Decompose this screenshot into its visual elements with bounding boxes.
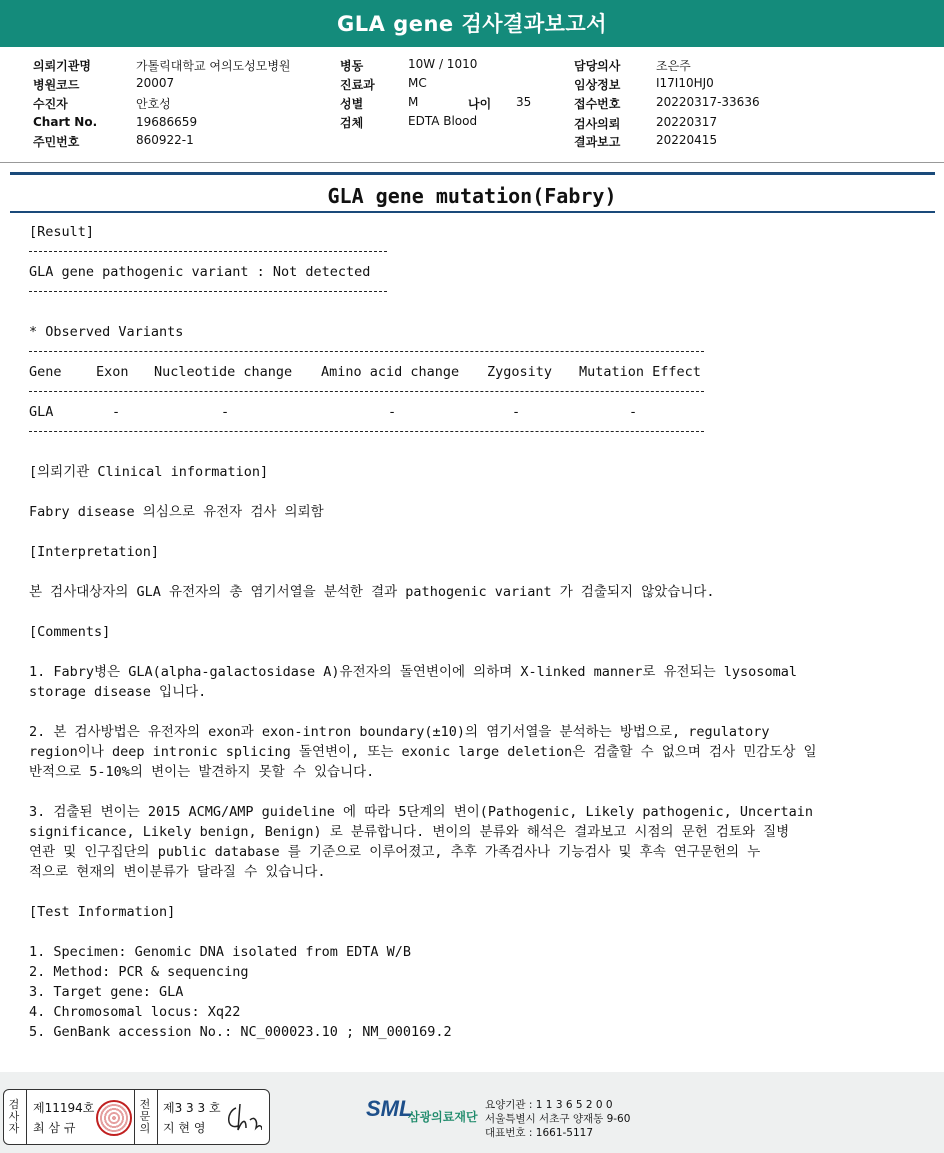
divider xyxy=(157,1090,158,1144)
report-banner xyxy=(0,0,944,47)
comment-line: 연관 및 인구집단의 public database 를 기준으로 이루어졌고, 추후 가족검사나 기능검사 및 후속 연구문헌의 누 xyxy=(29,844,761,860)
sml-logo: SML xyxy=(366,1096,413,1121)
value-patient: 안호성 xyxy=(136,97,171,111)
divider xyxy=(29,291,387,292)
test-info-item: 5. GenBank accession No.: NC_000023.10 ; NM_000169.2 xyxy=(29,1024,452,1040)
value-report-date: 20220415 xyxy=(656,133,718,147)
label-institution: 의뢰기관명 xyxy=(33,59,91,73)
test-info-item: 1. Specimen: Genomic DNA isolated from EDTA W/B xyxy=(29,944,412,960)
table-cell: GLA xyxy=(29,404,54,420)
column-header: Zygosity xyxy=(487,364,553,380)
value-department: MC xyxy=(408,76,427,90)
interpretation-text: 본 검사대상자의 GLA 유전자의 총 염기서열을 분석한 결과 pathogenic variant 가 검출되지 않았습니다. xyxy=(29,584,715,600)
label-request-date: 검사의뢰 xyxy=(574,117,621,131)
test-info-item: 2. Method: PCR & sequencing xyxy=(29,964,249,980)
examiner-label: 사 xyxy=(8,1110,20,1123)
specialist-label: 의 xyxy=(139,1122,151,1135)
value-institution: 가톨릭대학교 여의도성모병원 xyxy=(136,59,291,73)
column-header: Amino acid change xyxy=(321,364,460,380)
footer-info-line: 대표번호 : 1661-5117 xyxy=(485,1127,594,1139)
table-cell: - xyxy=(388,404,397,420)
value-ward: 10W / 1010 xyxy=(408,57,478,71)
value-age: 35 xyxy=(516,95,532,109)
comment-line: 반적으로 5-10%의 변이는 발견하지 못할 수 있습니다. xyxy=(29,764,375,780)
comment-line: region이나 deep intronic splicing 돌연변이, 또는 exonic large deletion은 검출할 수 없으며 검사 민감도상 일 xyxy=(29,744,817,760)
footer-info-line: 요양기관 : 1 1 3 6 5 2 0 0 xyxy=(485,1099,613,1111)
value-receipt-no: 20220317-33636 xyxy=(656,95,760,109)
label-age: 나이 xyxy=(468,97,492,111)
examiner-label: 자 xyxy=(8,1122,20,1135)
comment-line: 3. 검출된 변이는 2015 ACMG/AMP guideline 에 따라 5단계의 변이(Pathogenic, Likely pathogenic, Uncertain xyxy=(29,804,814,820)
test-info-item: 4. Chromosomal locus: Xq22 xyxy=(29,1004,241,1020)
section-rule-top xyxy=(10,172,935,175)
examiner-label: 검 xyxy=(8,1098,20,1111)
result-text: GLA gene pathogenic variant : Not detected xyxy=(29,264,371,280)
label-clinical-info: 임상정보 xyxy=(574,78,621,92)
column-header: Exon xyxy=(96,364,129,380)
section-rule-bottom xyxy=(10,211,935,213)
label-hospital-code: 병원코드 xyxy=(33,78,80,92)
label-receipt-no: 접수번호 xyxy=(574,97,621,111)
value-chart-no: 19686659 xyxy=(136,115,198,129)
examiner-name: 최 삼 규 xyxy=(33,1121,76,1135)
comments-heading: [Comments] xyxy=(29,624,111,640)
clinical-heading: [의뢰기관 Clinical information] xyxy=(29,464,269,480)
specialist-label: 문 xyxy=(139,1110,151,1123)
specialist-label: 전 xyxy=(139,1098,151,1111)
section-title: GLA gene mutation(Fabry) xyxy=(327,184,617,208)
test-info-heading: [Test Information] xyxy=(29,904,176,920)
label-ward: 병동 xyxy=(340,59,364,73)
comment-line: 적으로 현재의 변이분류가 달라질 수 있습니다. xyxy=(29,864,326,880)
divider xyxy=(29,391,704,392)
report-title: GLA gene 검사결과보고서 xyxy=(337,12,607,36)
label-report-date: 결과보고 xyxy=(574,135,621,149)
table-cell: - xyxy=(112,404,121,420)
label-patient: 수진자 xyxy=(33,97,68,111)
divider xyxy=(29,351,704,352)
examiner-license: 제11194호 xyxy=(33,1101,95,1115)
column-header: Gene xyxy=(29,364,62,380)
value-hospital-code: 20007 xyxy=(136,76,175,90)
org-name: 삼광의료재단 xyxy=(408,1110,478,1124)
seal-stamp-icon xyxy=(96,1100,132,1136)
label-resident-no: 주민번호 xyxy=(33,135,80,149)
divider xyxy=(134,1090,135,1144)
value-doctor: 조은주 xyxy=(656,59,691,73)
column-header: Nucleotide change xyxy=(154,364,293,380)
divider xyxy=(26,1090,27,1144)
comment-line: 2. 본 검사방법은 유전자의 exon과 exon-intron boundary(±10)의 염기서열을 분석하는 방법으로, regulatory xyxy=(29,724,770,740)
value-request-date: 20220317 xyxy=(656,115,718,129)
result-heading: [Result] xyxy=(29,224,95,240)
table-cell: - xyxy=(629,404,638,420)
clinical-text: Fabry disease 의심으로 유전자 검사 의뢰함 xyxy=(29,504,324,520)
variants-heading: * Observed Variants xyxy=(29,324,184,340)
divider xyxy=(29,251,387,252)
label-doctor: 담당의사 xyxy=(574,59,621,73)
table-cell: - xyxy=(221,404,230,420)
value-resident-no: 860922-1 xyxy=(136,133,194,147)
value-specimen: EDTA Blood xyxy=(408,114,478,128)
interpretation-heading: [Interpretation] xyxy=(29,544,160,560)
comment-line: significance, Likely benign, Benign) 로 분류합니다. 변이의 분류와 해석은 결과보고 시점의 문헌 검토와 질병 xyxy=(29,824,790,840)
handwritten-signature-icon xyxy=(222,1100,262,1136)
label-specimen: 검체 xyxy=(340,116,364,130)
divider xyxy=(29,431,704,432)
value-sex: M xyxy=(408,95,419,109)
label-sex: 성별 xyxy=(340,97,364,111)
column-header: Mutation Effect xyxy=(579,364,701,380)
comment-line: storage disease 입니다. xyxy=(29,684,207,700)
table-cell: - xyxy=(512,404,521,420)
specialist-license: 제3 3 3 호 xyxy=(163,1101,221,1115)
label-chart-no: Chart No. xyxy=(33,115,98,129)
footer-info-line: 서울특별시 서초구 양재동 9-60 xyxy=(485,1113,631,1125)
label-department: 진료과 xyxy=(340,78,375,92)
value-clinical-info: I17I10HJ0 xyxy=(656,76,714,90)
test-info-item: 3. Target gene: GLA xyxy=(29,984,184,1000)
header-divider xyxy=(0,162,944,163)
specialist-name: 지 현 영 xyxy=(163,1121,206,1135)
comment-line: 1. Fabry병은 GLA(alpha-galactosidase A)유전자의 돌연변이에 의하며 X-linked manner로 유전되는 lysosomal xyxy=(29,664,797,680)
